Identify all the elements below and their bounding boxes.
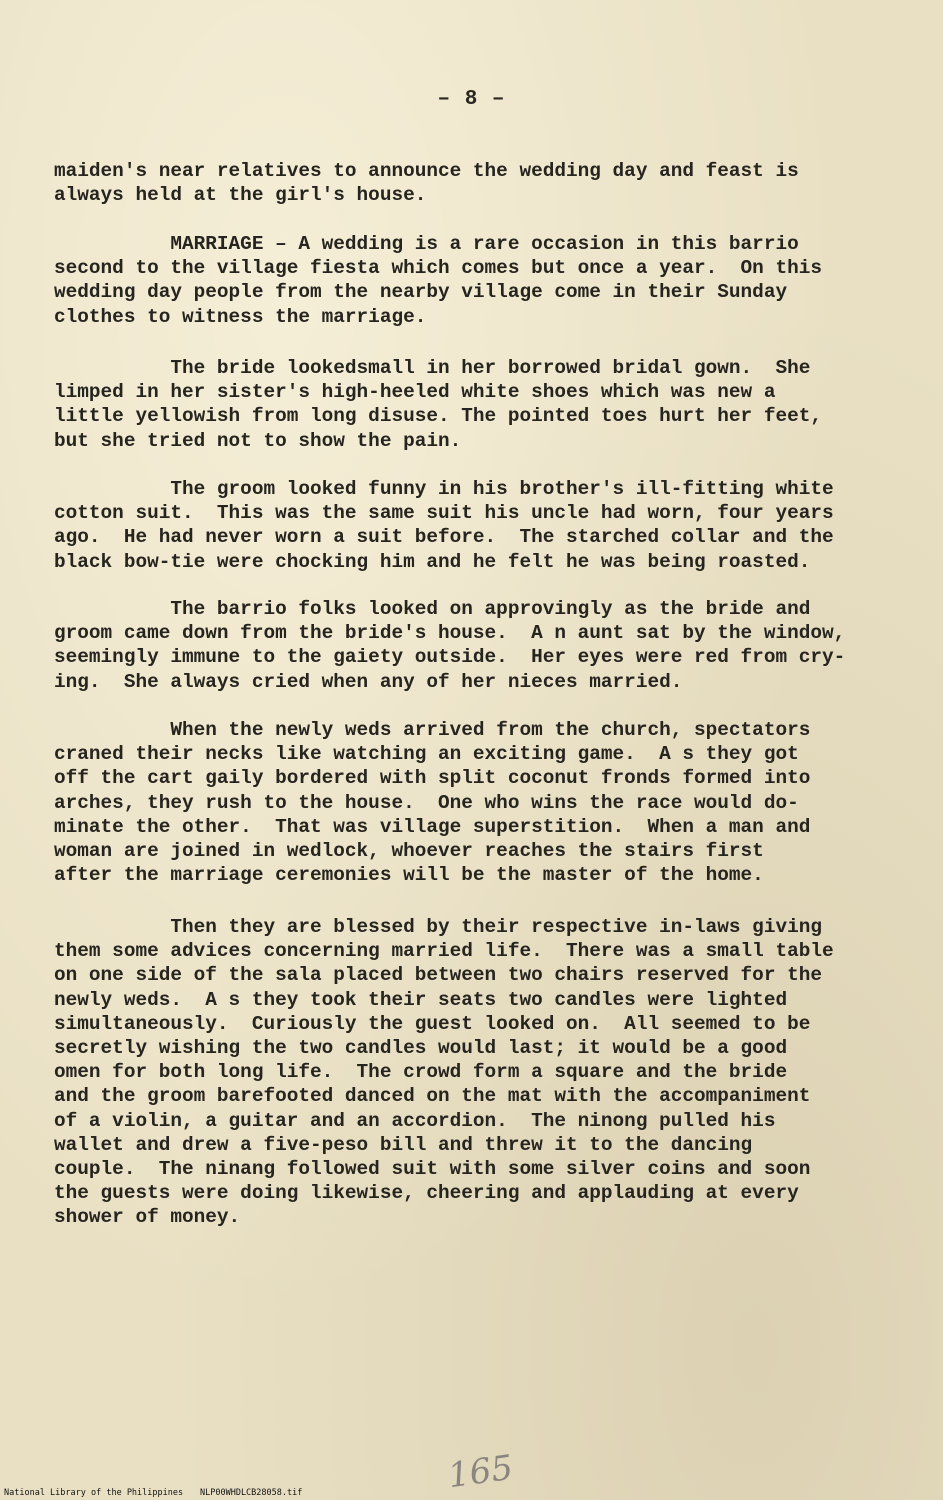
paragraph-newly-weds: When the newly weds arrived from the church, spectators craned their necks like watching an exciting game. A s they got off the cart gaily bordered with split coconut fronds formed into arches, they rush to the house. One who wins the race would do- minate the other. That was village superstition. When a man and woman are joined in wedlock, whoever reaches the stairs first after the marriage ceremonies will be the master of the home. [54, 719, 811, 887]
paragraph-blessing: Then they are blessed by their respective in-laws giving them some advices concerning married life. There was a small table on one side of the sala placed between two chairs reserved for the newly weds. A s they took their seats two candles were lighted simultaneously. Curiously the guest looked on. All seemed to be secretly wishing the two candles would last; it would be a good omen for both long life. The crowd form a square and the bride and the groom barefooted danced on the mat with the accompaniment of a violin, a guitar and an accordion. The ninong pulled his wallet and drew a five-peso bill and threw it to the dancing couple. The ninang followed suit with some silver coins and soon the guests were doing likewise, cheering and applauding at every shower of money. [54, 916, 834, 1229]
paragraph-bride: The bride lookedsmall in her borrowed bridal gown. She limped in her sister's high-heeled white shoes which was new a little yellowish from long disuse. The pointed toes hurt her feet, but she tried not to show the pain. [54, 357, 822, 452]
footer-library-name: National Library of the Philippines [4, 1488, 184, 1498]
paragraph-intro-continuation: maiden's near relatives to announce the wedding day and feast is always held at the girl's house. [54, 160, 799, 207]
paragraph-marriage: MARRIAGE – A wedding is a rare occasion in this barrio second to the village fiesta which comes but once a year. On this wedding day people from the nearby village come in their Sunday clothes to witness the marriage. [54, 233, 822, 328]
paragraph-groom: The groom looked funny in his brother's ill-fitting white cotton suit. This was the same suit his uncle had worn, four years ago. He had never worn a suit before. The starched collar and the black bow-tie were chocking him and he felt he was being roasted. [54, 478, 834, 573]
paragraph-barrio-folks: The barrio folks looked on approvingly as the bride and groom came down from the bride's house. A n aunt sat by the window, seemingly immune to the gaiety outside. Her eyes were red from cry- ing. She always cried when any of her nieces married. [54, 598, 846, 693]
handwritten-page-number: 165 [445, 1447, 516, 1497]
page-number: – 8 – [437, 88, 506, 111]
footer-filename: NLP00WHDLCB28058.tif [200, 1488, 303, 1498]
